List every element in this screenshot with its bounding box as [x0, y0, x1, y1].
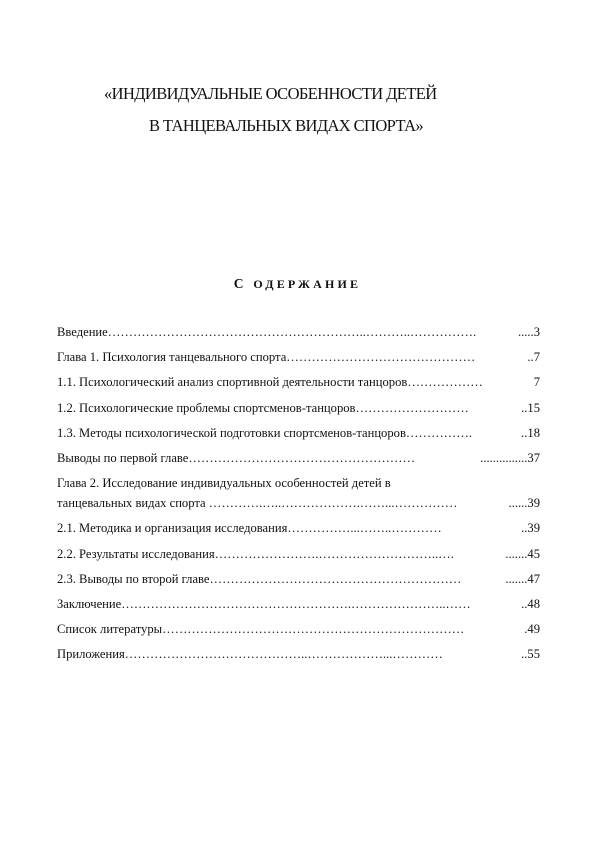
toc-entry [57, 448, 540, 473]
toc-entry-page: .....3 [517, 325, 540, 339]
toc-entry-page: ..18 [521, 425, 540, 440]
title-line-1: «ИНДИВИДУАЛЬНЫЕ ОСОБЕННОСТИ ДЕТЕЙ [104, 84, 437, 103]
toc-entry-title: 1.3. Методы психологической подготовки спортсменов-танцоров……………. [57, 425, 473, 440]
toc-entry-title: Глава 2. Исследование индивидуальных особенностей детей в [57, 476, 391, 491]
toc-entry-title: Глава 1. Психология танцевального спорта……………………………………… [57, 350, 476, 365]
toc-entry-title: Выводы по первой главе……………………………………………… [57, 450, 416, 465]
toc-entry-page: ..55 [521, 647, 540, 662]
table-of-contents [57, 322, 540, 669]
toc-entry [57, 619, 540, 644]
toc-entry [57, 423, 540, 448]
toc-entry-title: Приложения……………………………………..………………...………… [57, 647, 443, 662]
toc-entry-title: 2.1. Методика и организация исследования……………...……..………… [57, 521, 442, 536]
toc-entry-page: ..7 [527, 350, 540, 365]
toc-entry [57, 644, 540, 669]
toc-entry [57, 473, 540, 493]
toc-entry [57, 398, 540, 423]
toc-entry-title: Введение……………………………………………………..………..……………. [57, 325, 477, 339]
contents-heading-initial: С [233, 276, 248, 291]
toc-entry [57, 569, 540, 594]
toc-entry-page: ...............37 [480, 450, 540, 465]
toc-entry-page: 7 [533, 375, 540, 390]
toc-entry [57, 347, 540, 372]
toc-entry [57, 594, 540, 619]
toc-entry-title: 2.3. Выводы по второй главе…………………………………………………… [57, 571, 462, 586]
contents-heading-rest: ОДЕРЖАНИЕ [253, 277, 362, 291]
toc-entry [57, 322, 540, 347]
toc-entry [57, 544, 540, 569]
toc-entry [57, 372, 540, 397]
toc-entry-title: 2.2. Результаты исследования…………………….………………………..…. [57, 546, 454, 561]
contents-heading [0, 276, 595, 292]
toc-entry-title: 1.1. Психологический анализ спортивной деятельности танцоров……………… [57, 375, 483, 390]
toc-entry-page: .......45 [505, 546, 540, 561]
toc-entry-title: 1.2. Психологические проблемы спортсменов-танцоров……………………… [57, 400, 469, 415]
toc-entry-page: .49 [524, 622, 540, 637]
toc-entry-title: Заключение……………………………………………….…………………..…… [57, 596, 471, 611]
toc-entry-page: ..39 [521, 521, 540, 536]
toc-entry [57, 518, 540, 543]
toc-entry-title: танцевальных видах спорта ………….…..……………….……...…………… [57, 496, 458, 511]
toc-entry [57, 493, 540, 518]
toc-entry-page: .......47 [505, 571, 540, 586]
toc-entry-page: ..48 [521, 596, 540, 611]
toc-entry-page: ..15 [521, 400, 540, 415]
toc-entry-page: ......39 [508, 496, 540, 511]
toc-entry-title: Список литературы……………………………………………………………… [57, 622, 465, 637]
title-line-2: В ТАНЦЕВАЛЬНЫХ ВИДАХ СПОРТА» [149, 116, 424, 135]
